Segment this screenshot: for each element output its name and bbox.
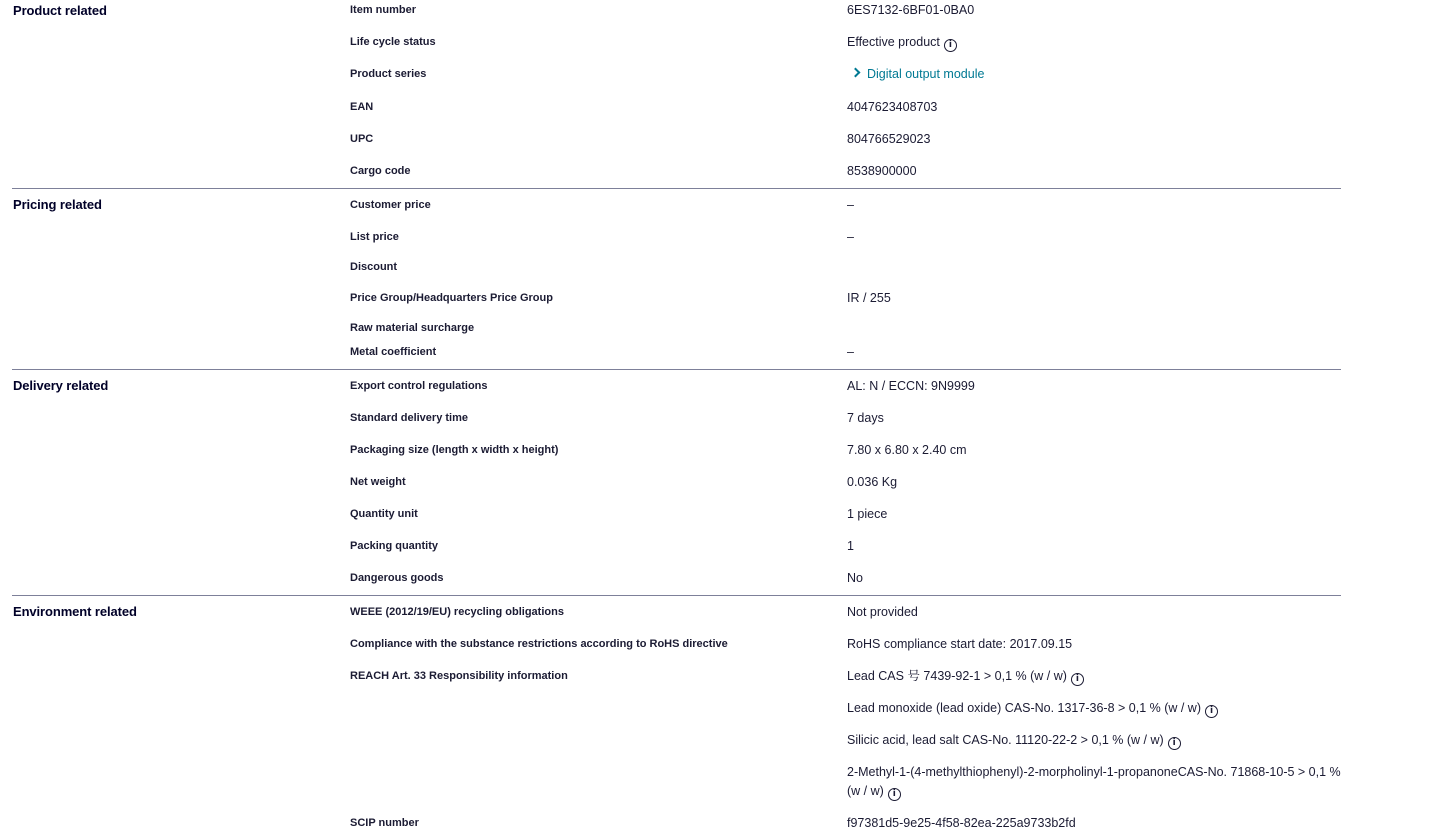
row-value: AL: N / ECCN: 9N9999 xyxy=(847,379,975,393)
row-label: Item number xyxy=(350,4,417,16)
row-value: 1 piece xyxy=(847,507,888,521)
row-value: – xyxy=(847,230,854,244)
row-label: Product series xyxy=(350,68,427,80)
row-label: Discount xyxy=(350,261,398,273)
chevron-right-icon xyxy=(851,68,861,78)
reach-entry xyxy=(847,763,1341,801)
reach-entry-text: Lead CAS 号 7439-92-1 > 0,1 % (w / w) xyxy=(847,669,1067,683)
row-label: Standard delivery time xyxy=(350,412,468,424)
row-value: IR / 255 xyxy=(847,291,891,305)
row-value: No xyxy=(847,571,863,585)
row-label: Raw material surcharge xyxy=(350,322,475,334)
info-icon[interactable]: i xyxy=(1071,673,1084,686)
info-icon[interactable]: i xyxy=(888,788,901,801)
row-label: Customer price xyxy=(350,199,431,211)
section-title: Pricing related xyxy=(13,197,102,212)
reach-entry-text: Lead monoxide (lead oxide) CAS-No. 1317-36-8 > 0,1 % (w / w) xyxy=(847,701,1201,715)
info-icon[interactable]: i xyxy=(944,39,957,52)
row-label: Packing quantity xyxy=(350,540,439,552)
row-label: Metal coefficient xyxy=(350,346,437,358)
reach-entry-text: 2-Methyl-1-(4-methylthiophenyl)-2-morpholinyl-1-propanoneCAS-No. 71868-10-5 > 0,1 % (w / w) xyxy=(847,765,1341,798)
row-label: EAN xyxy=(350,101,374,113)
row-value: 1 xyxy=(847,539,854,553)
row-label: Net weight xyxy=(350,476,406,488)
reach-entry xyxy=(847,699,1341,718)
row-label: WEEE (2012/19/EU) recycling obligations xyxy=(350,606,564,618)
row-value: 0.036 Kg xyxy=(847,475,898,489)
product-series-link-text: Digital output module xyxy=(867,67,985,81)
section-pricing-related xyxy=(12,189,1341,370)
row-value: 7 days xyxy=(847,411,884,425)
row-value: 6ES7132-6BF01-0BA0 xyxy=(847,3,975,17)
row-value: – xyxy=(847,345,854,359)
row-value: 8538900000 xyxy=(847,164,917,178)
product-series-link[interactable] xyxy=(847,67,984,81)
section-environment-related xyxy=(12,596,1341,839)
section-title: Environment related xyxy=(13,604,137,619)
reach-entry-text: Silicic acid, lead salt CAS-No. 11120-22-2 > 0,1 % (w / w) xyxy=(847,733,1164,747)
row-label: Dangerous goods xyxy=(350,572,444,584)
life-cycle-value: Effective product xyxy=(847,35,940,49)
row-label: SCIP number xyxy=(350,817,419,829)
row-label: Price Group/Headquarters Price Group xyxy=(350,292,553,304)
row-value xyxy=(847,33,1341,52)
row-value: 7.80 x 6.80 x 2.40 cm xyxy=(847,443,967,457)
row-label: List price xyxy=(350,231,399,243)
row-value: f97381d5-9e25-4f58-82ea-225a9733b2fd xyxy=(847,816,1076,830)
info-icon[interactable]: i xyxy=(1168,737,1181,750)
row-label: Life cycle status xyxy=(350,36,436,48)
row-label: Packaging size (length x width x height) xyxy=(350,444,559,456)
reach-entry xyxy=(847,667,1341,686)
info-icon[interactable]: i xyxy=(1205,705,1218,718)
row-label: Export control regulations xyxy=(350,380,488,392)
row-label: Cargo code xyxy=(350,165,411,177)
row-label: Quantity unit xyxy=(350,508,418,520)
row-value: RoHS compliance start date: 2017.09.15 xyxy=(847,637,1073,651)
section-title: Delivery related xyxy=(13,378,109,393)
row-value: – xyxy=(847,198,854,212)
row-value: 804766529023 xyxy=(847,132,931,146)
row-label: Compliance with the substance restrictions according to RoHS directive xyxy=(350,638,728,650)
row-value xyxy=(847,65,1341,84)
reach-entry xyxy=(847,731,1341,750)
row-value: Not provided xyxy=(847,605,918,619)
section-delivery-related xyxy=(12,370,1341,596)
row-value: 4047623408703 xyxy=(847,100,938,114)
row-label: UPC xyxy=(350,133,374,145)
section-title: Product related xyxy=(13,3,107,18)
product-data-sheet xyxy=(12,0,1341,839)
row-label: REACH Art. 33 Responsibility information xyxy=(350,670,568,682)
section-product-related xyxy=(12,0,1341,189)
